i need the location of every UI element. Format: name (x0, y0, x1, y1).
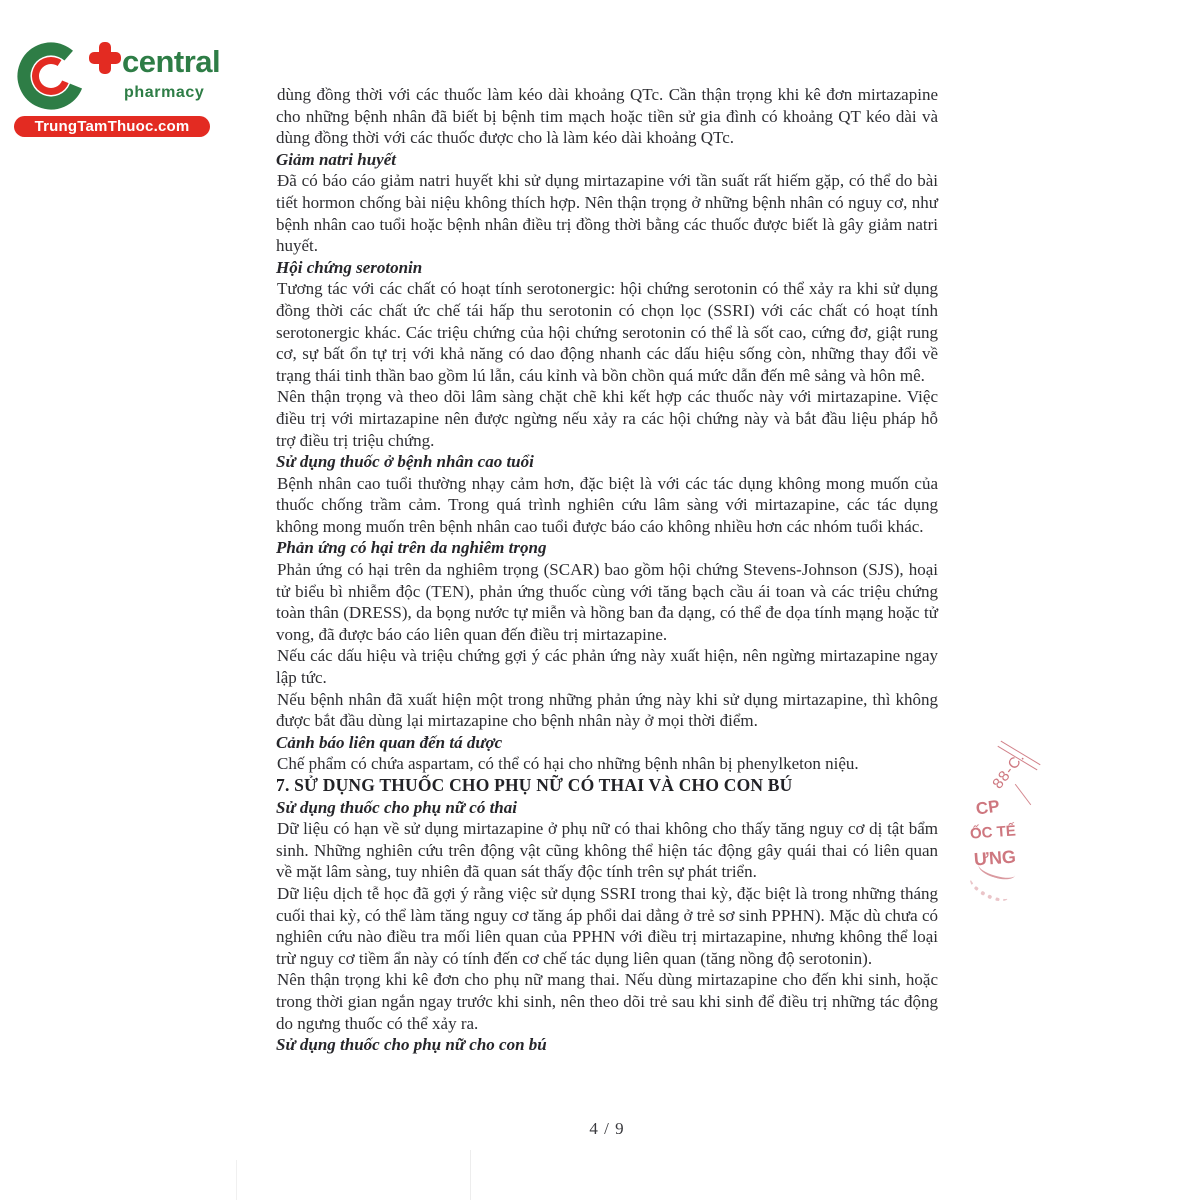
paragraph: Nếu các dấu hiệu và triệu chứng gợi ý các phản ứng này xuất hiện, nên ngừng mirtazapine ngay lập tức. (276, 646, 938, 688)
subsection-heading: Hội chứng serotonin (276, 257, 423, 277)
subsection-heading: Sử dụng thuốc cho phụ nữ có thai (276, 797, 517, 817)
paragraph: Dữ liệu dịch tễ học đã gợi ý rằng việc sử dụng SSRI trong thai kỳ, đặc biệt là trong những tháng cuối thai kỳ, có thể làm tăng nguy cơ tăng áp phổi dai dẳng ở trẻ sơ sinh PPHN). Mặc dù chưa có nghiên cứu nào điều tra mối liên quan của PPHN với điều trị mirtazapine, nhưng không thể loại trừ nguy cơ tiềm ẩn này có tính đến cơ chế tác dụng liên quan (tăng nồng độ serotonin). (276, 883, 938, 968)
subsection-heading: Sử dụng thuốc cho phụ nữ cho con bú (276, 1035, 547, 1055)
paragraph: Dữ liệu có hạn về sử dụng mirtazapine ở phụ nữ có thai không cho thấy tăng nguy cơ dị tật bẩm sinh. Những nghiên cứu trên động vật cũng không thể hiện tác động gây quái thai có liên quan về mặt lâm sàng, tuy nhiên đã quan sát thấy độc tính trên sự phát triển. (276, 819, 938, 882)
c-plus-pharmacy-mark-icon (14, 34, 124, 114)
subsection-heading: Phản ứng có hại trên da nghiêm trọng (276, 538, 547, 558)
subsection-heading: Giảm natri huyết (276, 149, 396, 169)
paragraph: Phản ứng có hại trên da nghiêm trọng (SCAR) bao gồm hội chứng Stevens-Johnson (SJS), hoại tử biểu bì nhiễm độc (TEN), phản ứng thuốc cùng với tăng bạch cầu ái toan và các triệu chứng toàn thân (DRESS), da bọng nước tự miễn và hồng ban đa dạng, có thể đe dọa tính mạng hoặc tử vong, đã được báo cáo liên quan đến điều trị mirtazapine. (276, 560, 938, 644)
paragraph: Nên thận trọng và theo dõi lâm sàng chặt chẽ khi kết hợp các thuốc này với mirtazapine. Việc điều trị với mirtazapine nên được ngừng nếu xảy ra các hội chứng này và bắt đầu liệu pháp hỗ trợ điều trị triệu chứng. (276, 387, 938, 450)
red-circular-stamp-partial (966, 748, 1046, 923)
paragraph: Nên thận trọng khi kê đơn cho phụ nữ mang thai. Nếu dùng mirtazapine cho đến khi sinh, hoặc trong thời gian ngắn ngay trước khi sinh, nên theo dõi trẻ sau khi sinh để điều trị những tác động do ngưng thuốc có thể xảy ra. (276, 970, 938, 1033)
central-pharmacy-logo (14, 30, 244, 142)
paragraph: Đã có báo cáo giảm natri huyết khi sử dụng mirtazapine với tần suất rất hiếm gặp, có thể do bài tiết hormon chống bài niệu không thích hợp. Nên thận trọng ở những bệnh nhân có nguy cơ, như bệnh nhân cao tuổi hoặc bệnh nhân điều trị đồng thời bằng các thuốc được biết là gây giảm natri huyết. (276, 171, 938, 256)
paragraph: Bệnh nhân cao tuổi thường nhạy cảm hơn, đặc biệt là với các tác dụng không mong muốn của thuốc chống trầm cảm. Trong quá trình nghiên cứu lâm sàng với mirtazapine, các tác dụng không mong muốn trên bệnh nhân cao tuổi được báo cáo không nhiều hơn các nhóm tuổi khác. (276, 473, 938, 536)
stamp-text-fragment: ỐC TẾ (969, 822, 1017, 843)
leaflet-text-column (276, 84, 938, 1056)
subsection-heading: Cảnh báo liên quan đến tá dược (276, 732, 503, 752)
paragraph: Chế phẩm có chứa aspartam, có thể có hại cho những bệnh nhân bị phenylketon niệu. (277, 754, 859, 774)
stamp-border-arc (1015, 784, 1031, 805)
paragraph: Nếu bệnh nhân đã xuất hiện một trong những phản ứng này khi sử dụng mirtazapine, thì không được bắt đầu dùng lại mirtazapine cho bệnh nhân này ở mọi thời điểm. (276, 689, 938, 731)
stamp-text-fragment: CP (974, 796, 1001, 819)
section-heading: 7. SỬ DỤNG THUỐC CHO PHỤ NỮ CÓ THAI VÀ CHO CON BÚ (276, 775, 793, 795)
subsection-heading: Sử dụng thuốc ở bệnh nhân cao tuổi (276, 452, 534, 472)
brand-subtitle: pharmacy (124, 84, 205, 101)
scan-artifact-line (236, 1160, 237, 1200)
stamp-text-fragment: ƯNG (973, 846, 1017, 870)
page-number: 4 / 9 (589, 1119, 625, 1138)
website-banner: TrungTamThuoc.com (14, 116, 210, 137)
scan-artifact-line (470, 1150, 471, 1200)
paragraph: Tương tác với các chất có hoạt tính serotonergic: hội chứng serotonin có thể xảy ra khi sử dụng đồng thời các chất ức chế tái hấp thu serotonin có chọn lọc (SSRI) với các chất có hoạt tính serotonergic khác. Các triệu chứng của hội chứng serotonin có thể là sốt cao, cứng đơ, giật rung cơ, sự bất ổn tự trị với khả năng có dao động nhanh các dấu hiệu sống còn, những thay đổi về trạng thái tinh thần bao gồm lú lẫn, cáu kỉnh và bồn chồn quá mức dẫn đến mê sảng và hôn mê. (276, 279, 938, 385)
stamp-text-fragment: 88-C. (989, 748, 1029, 793)
brand-name: central (122, 44, 221, 79)
paragraph: dùng đồng thời với các thuốc làm kéo dài khoảng QTc. Cần thận trọng khi kê đơn mirtazapine cho những bệnh nhân đã biết bị bệnh tim mạch hoặc tiền sử gia đình có khoảng QT kéo dài và dùng đồng thời với các thuốc được cho là làm kéo dài khoảng QTc. (276, 85, 938, 148)
